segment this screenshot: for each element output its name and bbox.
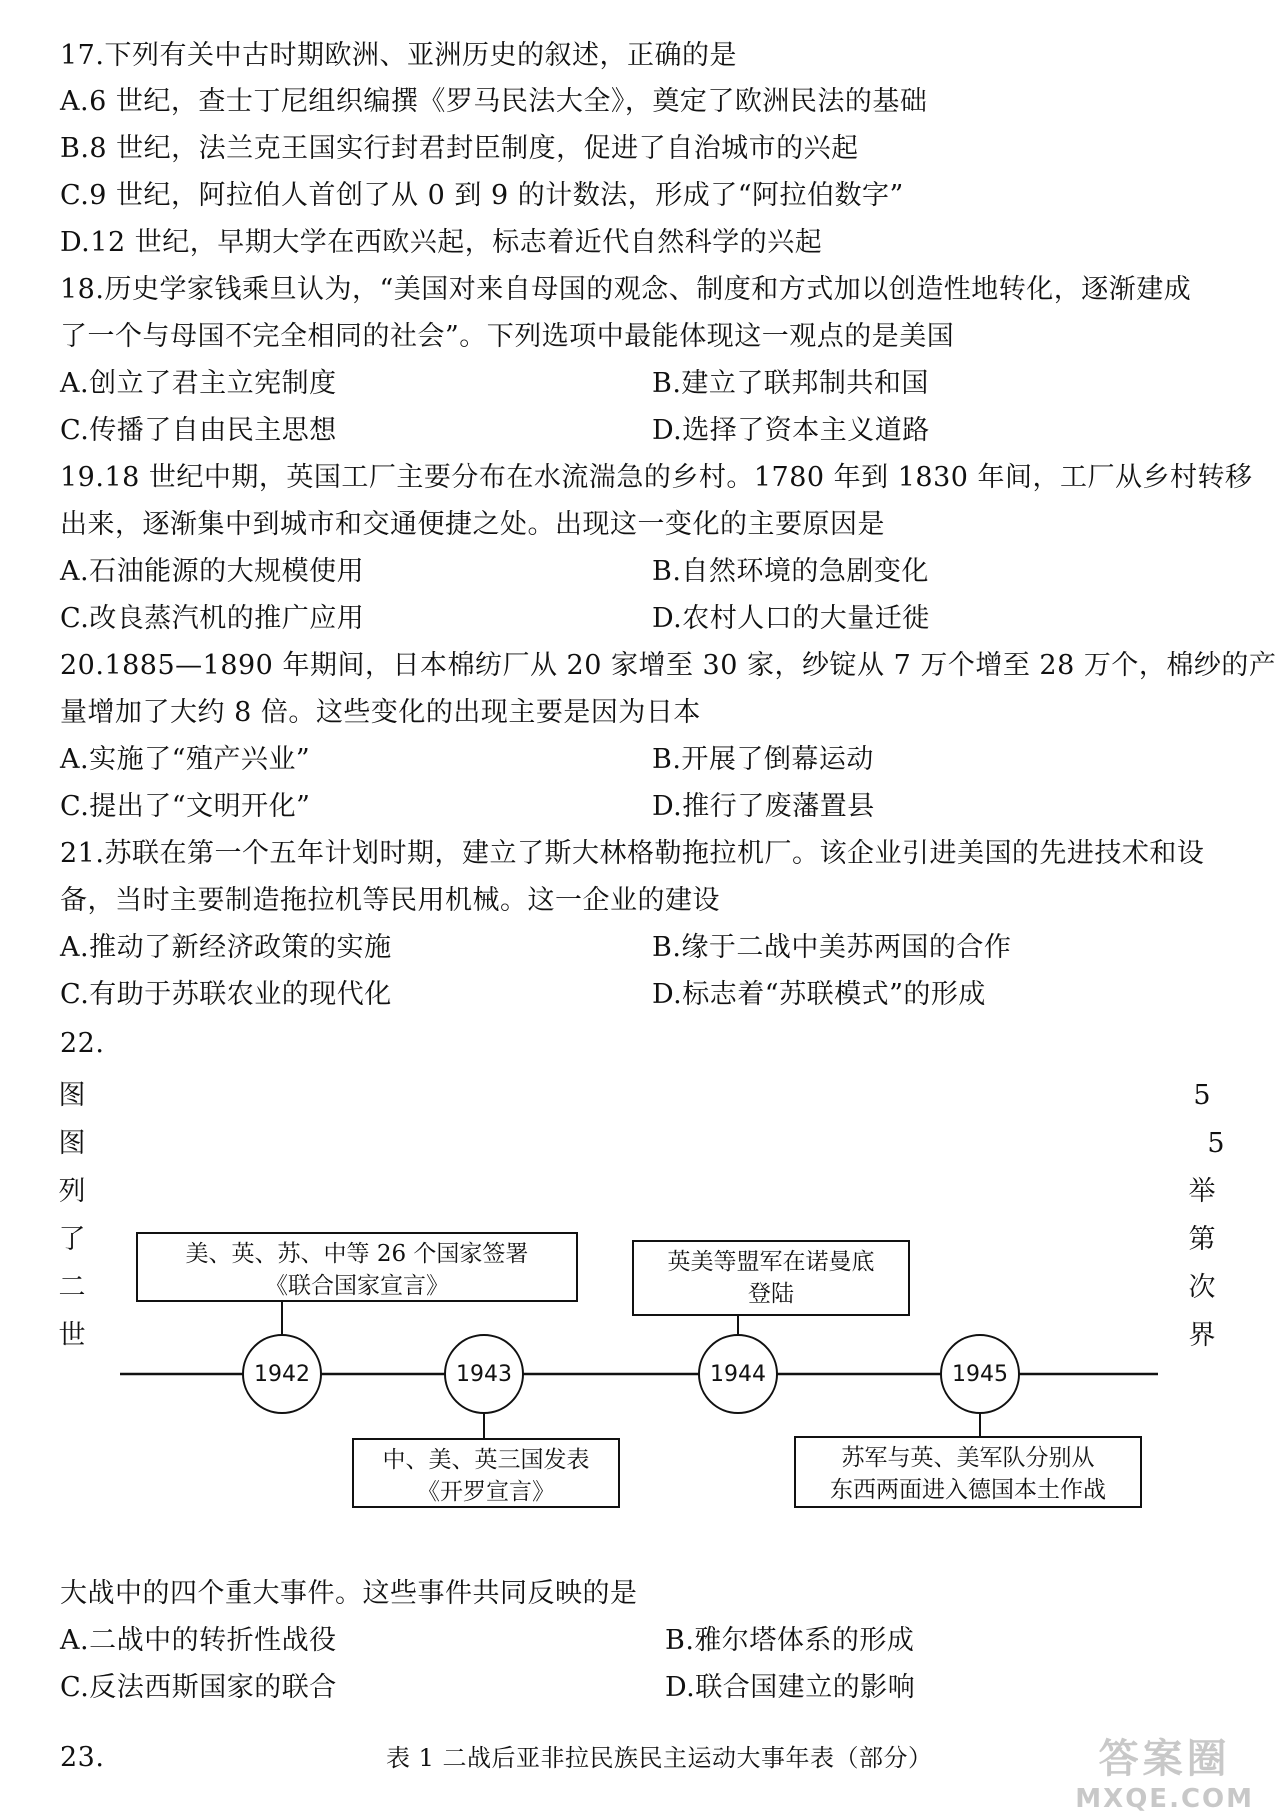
q22-right-char: 次 bbox=[1188, 1272, 1216, 1303]
event-text: 中、美、英三国发表 bbox=[382, 1447, 590, 1473]
event-text: 苏军与英、美军队分别从 bbox=[841, 1445, 1095, 1471]
q20-option-a: A.实施了“殖产兴业” bbox=[60, 744, 311, 775]
q22-left-char: 图 bbox=[58, 1080, 86, 1111]
q19-option-b: B.自然环境的急剧变化 bbox=[652, 556, 929, 587]
q17-stem: 17.下列有关中古时期欧洲、亚洲历史的叙述，正确的是 bbox=[60, 40, 737, 71]
event-box-1943 bbox=[352, 1438, 620, 1508]
q19-option-d: D.农村人口的大量迁徙 bbox=[652, 603, 930, 634]
event-box-1944 bbox=[632, 1240, 910, 1316]
event-text: 东西两面进入德国本土作战 bbox=[830, 1477, 1106, 1503]
year-node-1945: 1945 bbox=[940, 1334, 1020, 1414]
q22-left-char: 了 bbox=[58, 1224, 86, 1255]
q17-option-d: D.12 世纪，早期大学在西欧兴起，标志着近代自然科学的兴起 bbox=[60, 227, 823, 258]
event-text: 《开罗宣言》 bbox=[417, 1479, 555, 1505]
q21-option-c: C.有助于苏联农业的现代化 bbox=[60, 979, 392, 1010]
q23-number: 23. bbox=[60, 1742, 105, 1773]
event-text: 英美等盟军在诺曼底 bbox=[667, 1249, 875, 1275]
q20-option-c: C.提出了“文明开化” bbox=[60, 791, 311, 822]
event-box-1945 bbox=[794, 1436, 1142, 1508]
q22-right-char: 第 bbox=[1188, 1224, 1216, 1255]
q21-option-b: B.缘于二战中美苏两国的合作 bbox=[652, 932, 1012, 963]
q18-stem-line2: 了一个与母国不完全相同的社会”。下列选项中最能体现这一观点的是美国 bbox=[60, 321, 955, 352]
year-node-1943: 1943 bbox=[444, 1334, 524, 1414]
q21-option-a: A.推动了新经济政策的实施 bbox=[60, 932, 392, 963]
q22-left-char: 列 bbox=[58, 1176, 86, 1207]
q20-option-b: B.开展了倒幕运动 bbox=[652, 744, 874, 775]
event-text: 《联合国家宣言》 bbox=[265, 1273, 449, 1299]
q22-right-char: 5 bbox=[1207, 1128, 1225, 1159]
q20-stem-line1: 20.1885—1890 年期间，日本棉纺厂从 20 家增至 30 家，纱锭从 7 万个增至 28 万个，棉纱的产 bbox=[60, 650, 1277, 681]
q22-option-c: C.反法西斯国家的联合 bbox=[60, 1672, 337, 1703]
q18-option-a: A.创立了君主立宪制度 bbox=[60, 368, 337, 399]
event-text: 登陆 bbox=[748, 1281, 794, 1307]
q20-stem-line2: 量增加了大约 8 倍。这些变化的出现主要是因为日本 bbox=[60, 697, 701, 728]
event-box-1942 bbox=[136, 1232, 578, 1302]
q18-option-b: B.建立了联邦制共和国 bbox=[652, 368, 929, 399]
q22-left-char: 世 bbox=[58, 1320, 86, 1351]
q22-right-char: 举 bbox=[1188, 1176, 1216, 1207]
q19-stem-line1: 19.18 世纪中期，英国工厂主要分布在水流湍急的乡村。1780 年到 1830 年间，工厂从乡村转移 bbox=[60, 462, 1253, 493]
event-text: 美、英、苏、中等 26 个国家签署 bbox=[185, 1241, 529, 1267]
year-node-1944: 1944 bbox=[698, 1334, 778, 1414]
watermark-domain: MXQE.COM bbox=[1075, 1784, 1254, 1814]
q22-right-char: 界 bbox=[1188, 1320, 1216, 1351]
q21-option-d: D.标志着“苏联模式”的形成 bbox=[652, 979, 986, 1010]
q19-option-c: C.改良蒸汽机的推广应用 bbox=[60, 603, 365, 634]
year-node-1942: 1942 bbox=[242, 1334, 322, 1414]
site-watermark bbox=[1075, 1727, 1254, 1814]
q18-stem-line1: 18.历史学家钱乘旦认为，“美国对来自母国的观念、制度和方式加以创造性地转化，逐渐建成 bbox=[60, 274, 1192, 305]
watermark-logo-text: 答案圈 bbox=[1098, 1736, 1231, 1782]
q22-left-char: 二 bbox=[58, 1272, 86, 1303]
q23-table-title: 表 1 二战后亚非拉民族民主运动大事年表（部分） bbox=[386, 1744, 933, 1772]
q22-option-a: A.二战中的转折性战役 bbox=[60, 1625, 337, 1656]
q19-option-a: A.石油能源的大规模使用 bbox=[60, 556, 365, 587]
q21-stem-line2: 备，当时主要制造拖拉机等民用机械。这一企业的建设 bbox=[60, 885, 720, 916]
q22-number: 22. bbox=[60, 1028, 105, 1059]
q17-option-b: B.8 世纪，法兰克王国实行封君封臣制度，促进了自治城市的兴起 bbox=[60, 133, 859, 164]
q22-right-char: 5 bbox=[1193, 1080, 1211, 1111]
q19-stem-line2: 出来，逐渐集中到城市和交通便捷之处。出现这一变化的主要原因是 bbox=[60, 509, 885, 540]
q18-option-d: D.选择了资本主义道路 bbox=[652, 415, 930, 446]
q22-option-d: D.联合国建立的影响 bbox=[665, 1672, 916, 1703]
q22-stem: 大战中的四个重大事件。这些事件共同反映的是 bbox=[60, 1578, 638, 1609]
q22-option-b: B.雅尔塔体系的形成 bbox=[665, 1625, 915, 1656]
q20-option-d: D.推行了废藩置县 bbox=[652, 791, 875, 822]
q17-option-a: A.6 世纪，查士丁尼组织编撰《罗马民法大全》，奠定了欧洲民法的基础 bbox=[60, 86, 928, 117]
q18-option-c: C.传播了自由民主思想 bbox=[60, 415, 337, 446]
q21-stem-line1: 21.苏联在第一个五年计划时期，建立了斯大林格勒拖拉机厂。该企业引进美国的先进技术和设 bbox=[60, 838, 1205, 869]
q17-option-c: C.9 世纪，阿拉伯人首创了从 0 到 9 的计数法，形成了“阿拉伯数字” bbox=[60, 180, 904, 211]
q22-left-char: 图 bbox=[58, 1128, 86, 1159]
